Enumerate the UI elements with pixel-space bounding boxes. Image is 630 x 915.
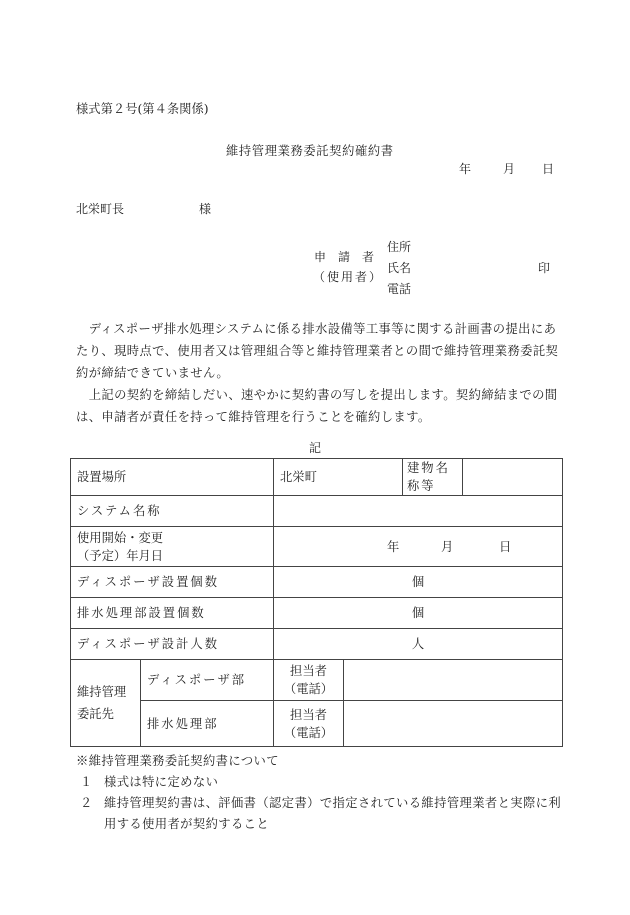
system-label: システム名称 — [71, 496, 274, 527]
date-month: 月 — [503, 162, 516, 176]
addressee-honorific: 様 — [199, 202, 212, 216]
building-label: 建物名称等 — [403, 459, 463, 496]
applicant-user-label: （使用者） — [313, 270, 384, 284]
treatment-count-label: 排水処理部設置個数 — [71, 598, 274, 629]
start-date-label-line2: （予定）年月日 — [77, 548, 164, 563]
disposer-part-person-label — [274, 660, 344, 701]
treatment-phone-line: （電話） — [283, 725, 334, 740]
disposer-phone-line: （電話） — [283, 682, 334, 696]
treatment-person-line: 担当者 — [290, 707, 327, 722]
body-paragraph-2: 上記の契約を締結しだい、速やかに契約書の写しを提出します。契約締結までの間は、申請者が責任を持って維持管理を行うことを確約します。 — [76, 388, 558, 424]
location-label: 設置場所 — [71, 459, 274, 496]
system-value — [274, 496, 563, 527]
seal-mark: 印 — [538, 261, 551, 275]
name-label: 氏名 — [387, 261, 412, 275]
start-date-value — [274, 527, 563, 567]
treatment-part-value — [344, 701, 563, 747]
start-month: 月 — [441, 540, 454, 554]
body-paragraph-1: ディスポーザ排水処理システムに係る排水設備等工事等に関する計画書の提出にあたり、現時点で、使用者又は管理組合等と維持管理業者との間で維持管理業務委託契約が締結できていません。 — [76, 322, 559, 380]
contract-table — [70, 458, 563, 747]
disposer-part-value — [344, 660, 563, 701]
contractor-label-line1: 維持管理 — [77, 685, 127, 699]
applicant-label: 申 請 者 — [314, 250, 375, 264]
disposer-count-unit: 個 — [274, 567, 563, 598]
building-value — [463, 459, 563, 496]
disposer-person-line: 担当者 — [290, 664, 327, 678]
treatment-part-person-label — [274, 701, 344, 747]
ki-heading: 記 — [309, 441, 322, 455]
start-year: 年 — [387, 540, 400, 554]
start-date-label-line1: 使用開始・変更 — [77, 530, 164, 545]
notes-section — [76, 751, 566, 835]
phone-label: 電話 — [387, 282, 412, 296]
note-item-2-text: 維持管理契約書は、評価書（認定書）で指定されている維持管理業者と実際に利用する使用者が契約すること — [104, 796, 562, 831]
note-item-2 — [76, 793, 566, 835]
treatment-part-label: 排水処理部 — [141, 701, 274, 747]
notes-heading: ※維持管理業務委託契約書について — [76, 754, 279, 768]
note-item-1 — [76, 772, 566, 793]
start-day: 日 — [499, 540, 512, 554]
contractor-label — [71, 660, 141, 747]
note-item-1-number: １ — [80, 775, 93, 789]
design-people-unit: 人 — [274, 629, 563, 660]
location-value: 北栄町 — [274, 459, 403, 496]
date-day: 日 — [542, 162, 555, 176]
addressee-name: 北栄町長 — [76, 202, 125, 216]
design-people-label: ディスポーザ設計人数 — [71, 629, 274, 660]
date-year: 年 — [459, 162, 472, 176]
document-title: 維持管理業務委託契約確約書 — [226, 144, 394, 158]
note-item-1-text: 様式は特に定めない — [104, 775, 219, 789]
form-number: 様式第２号(第４条関係) — [76, 102, 209, 116]
treatment-count-unit: 個 — [274, 598, 563, 629]
contractor-label-line2: 委託先 — [77, 707, 114, 721]
start-date-label — [71, 527, 274, 567]
disposer-part-label: ディスポーザ部 — [141, 660, 274, 701]
address-label: 住所 — [387, 240, 412, 254]
disposer-count-label: ディスポーザ設置個数 — [71, 567, 274, 598]
note-item-2-number: ２ — [80, 796, 93, 810]
